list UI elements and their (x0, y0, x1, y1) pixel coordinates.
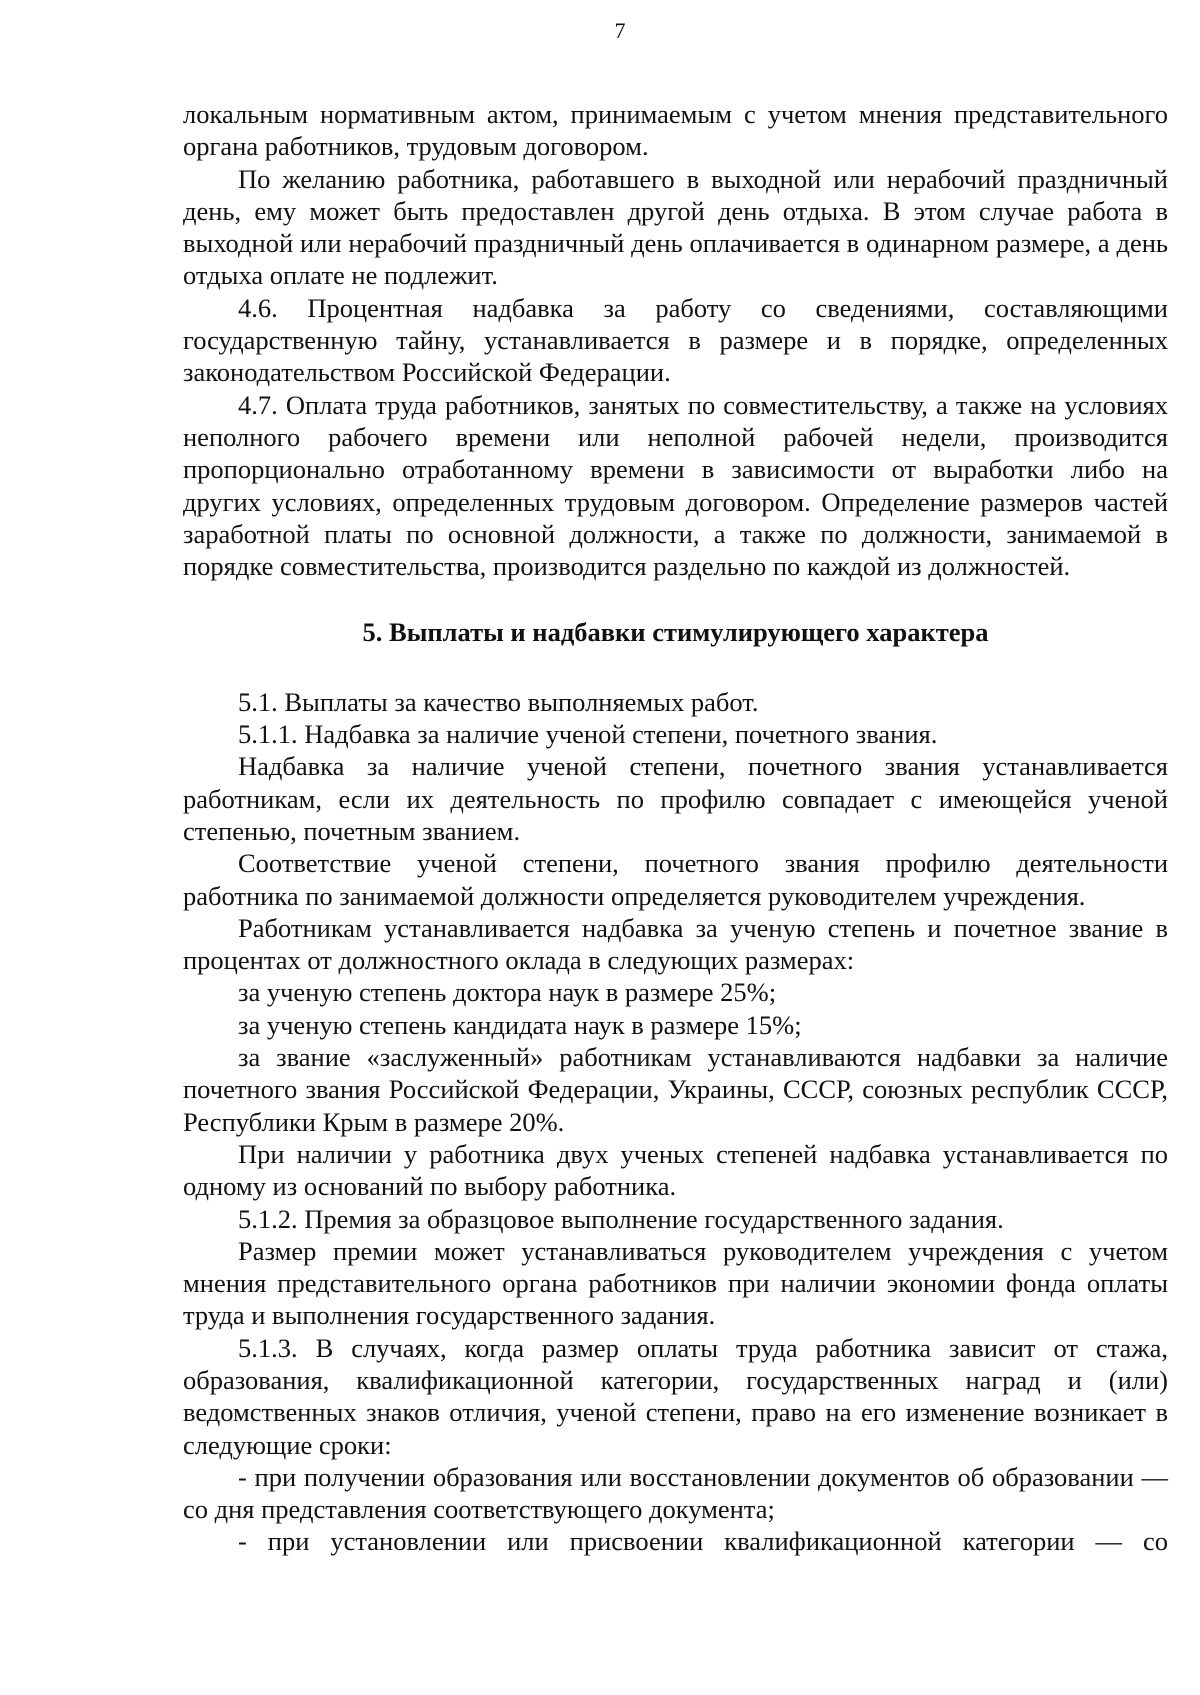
paragraph: При наличии у работника двух ученых степеней надбавка устанавливается по одному из оснований по выбору работника. (183, 1138, 1168, 1202)
paragraph: 4.7. Оплата труда работников, занятых по совместительству, а также на условиях неполного рабочего времени или неполной рабочей недели, производится пропорционально отработанному времени в зависимости от выработки либо на других условиях, определенных трудовым договором. Определение размеров частей заработной платы по основной должности, а также по должности, занимаемой в порядке совместительства, производится раздельно по каждой из должностей. (183, 389, 1168, 582)
paragraph: 5.1.2. Премия за образцовое выполнение государственного задания. (238, 1203, 1004, 1234)
list-item: за ученую степень кандидата наук в размере 15%; (238, 1009, 802, 1040)
paragraph: 4.6. Процентная надбавка за работу со сведениями, составляющими государственную тайну, устанавливается в размере и в порядке, определенных законодательством Российской Федерации. (183, 292, 1168, 388)
paragraph: Надбавка за наличие ученой степени, почетного звания устанавливается работникам, если их деятельность по профилю совпадает с имеющейся ученой степенью, почетным званием. (183, 751, 1168, 846)
paragraph: Размер премии может устанавливаться руководителем учреждения с учетом мнения представительного органа работников при наличии экономии фонда оплаты труда и выполнения государственного задания. (183, 1235, 1168, 1331)
list-item: - при установлении или присвоении квалификационной категории — со (238, 1526, 1168, 1557)
paragraph: 5.1.3. В случаях, когда размер оплаты труда работника зависит от стажа, образования, квалификационной категории, государственных наград и (или) ведомственных знаков отличия, ученой степени, право на его изменение возникает в следующие сроки: (183, 1332, 1168, 1460)
list-item: - при получении образования или восстановлении документов об образовании — со дня представления соответствующего документа; (183, 1461, 1168, 1525)
paragraph: По желанию работника, работавшего в выходной или нерабочий праздничный день, ему может быть предоставлен другой день отдыха. В этом случае работа в выходной или нерабочий праздничный день оплачивается в одинарном размере, а день отдыха оплате не подлежит. (183, 163, 1168, 291)
list-item: за ученую степень доктора наук в размере 25%; (238, 977, 777, 1008)
section-heading: 5. Выплаты и надбавки стимулирующего характера (362, 617, 989, 648)
paragraph: 5.1. Выплаты за качество выполняемых работ. (238, 686, 759, 717)
paragraph: Работникам устанавливается надбавка за ученую степень и почетное звание в процентах от должностного оклада в следующих размерах: (183, 912, 1168, 976)
page-number: 7 (614, 18, 626, 43)
paragraph: локальным нормативным актом, принимаемым с учетом мнения представительного органа работников, трудовым договором. (183, 99, 1168, 162)
document-body (183, 98, 1168, 1558)
paragraph: 5.1.1. Надбавка за наличие ученой степени, почетного звания. (238, 719, 938, 750)
list-item: за звание «заслуженный» работникам устанавливаются надбавки за наличие почетного звания Российской Федерации, Украины, СССР, союзных республик СССР, Республики Крым в размере 20%. (183, 1042, 1168, 1137)
paragraph: Соответствие ученой степени, почетного звания профилю деятельности работника по занимаемой должности определяется руководителем учреждения. (183, 848, 1168, 911)
